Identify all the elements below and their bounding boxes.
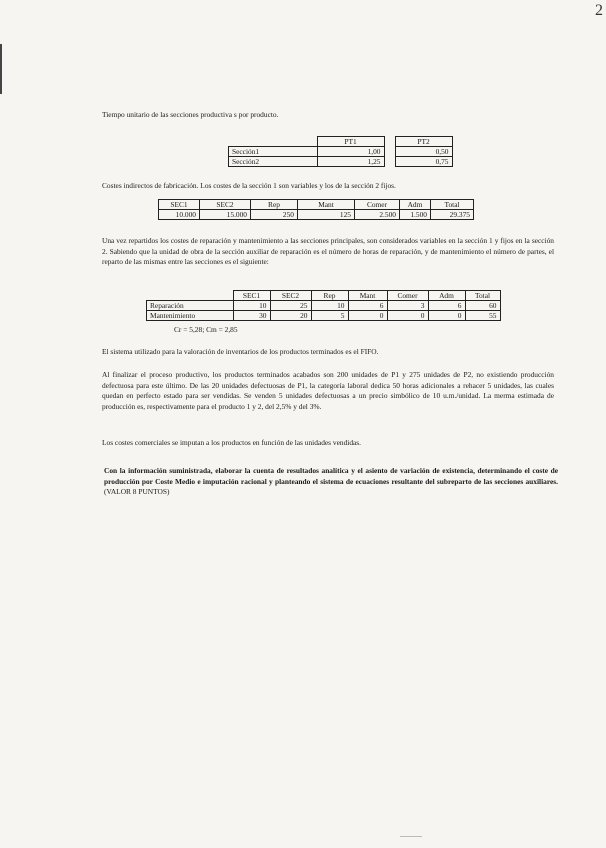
table-cell: 29.375 xyxy=(431,210,474,220)
table-row xyxy=(229,147,453,157)
table-cell: 55 xyxy=(465,311,500,321)
table-cell: 0,75 xyxy=(395,157,452,167)
table-cell: 0 xyxy=(428,311,465,321)
scan-speck xyxy=(400,836,422,837)
table-cell: Sección2 xyxy=(229,157,318,167)
table-cell: 1.500 xyxy=(400,210,431,220)
table-cell: 6 xyxy=(348,301,387,311)
cost-note: Cr = 5,28; Cm = 2,85 xyxy=(174,325,238,334)
table-cell: 3 xyxy=(387,301,428,311)
table-row xyxy=(147,311,501,321)
table-cell: 10 xyxy=(233,301,270,311)
table-cell: 250 xyxy=(251,210,298,220)
table-header: PT2 xyxy=(395,137,452,147)
table-header: Rep xyxy=(251,200,298,210)
paragraph-enunciado-text: Con la información suministrada, elaborar la cuenta de resultados analítica y el asiento de variación de existencia, determinando el coste de producción por Coste Medio e imputación racional y planteando el sistema de ecuaciones resultante del subreparto de las secciones auxiliares. xyxy=(104,466,558,486)
table-cell: 2.500 xyxy=(355,210,400,220)
table-header: Adm xyxy=(428,291,465,301)
table-header: Rep xyxy=(311,291,348,301)
table-row xyxy=(147,301,501,311)
table-cell: 60 xyxy=(465,301,500,311)
table-cell: Sección1 xyxy=(229,147,318,157)
table-cell: 1,00 xyxy=(317,147,384,157)
table-cell: 0 xyxy=(348,311,387,321)
table-header: Total xyxy=(465,291,500,301)
table-cell: 10 xyxy=(311,301,348,311)
table-header: SEC2 xyxy=(270,291,311,301)
table-costes xyxy=(158,199,474,220)
heading-costes-text: Costes indirectos de fabricación. Los costes de la sección 1 son variables y los de la sección 2 fijos. xyxy=(102,181,396,190)
table-cell: 10.000 xyxy=(159,210,200,220)
paragraph-enunciado xyxy=(104,466,558,498)
paragraph-comerciales xyxy=(102,438,554,449)
table-row xyxy=(229,137,453,147)
paragraph-reparto xyxy=(102,236,554,268)
table-row xyxy=(147,291,501,301)
table-header: SEC2 xyxy=(200,200,251,210)
table-row xyxy=(159,200,474,210)
table-header: Total xyxy=(431,200,474,210)
table-cell: 0 xyxy=(387,311,428,321)
table-cell: 5 xyxy=(311,311,348,321)
scan-edge-mark xyxy=(0,44,2,94)
table-cell: 0,50 xyxy=(395,147,452,157)
table-header: Comer xyxy=(387,291,428,301)
table-cell: 1,25 xyxy=(317,157,384,167)
table-row xyxy=(159,210,474,220)
page-number: 2 xyxy=(595,2,603,19)
valor-note: (VALOR 8 PUNTOS) xyxy=(104,487,170,496)
table-cell: 20 xyxy=(270,311,311,321)
heading-tiempos xyxy=(102,110,554,121)
paragraph-fifo xyxy=(102,347,554,358)
heading-costes xyxy=(102,181,554,192)
heading-tiempos-text: Tiempo unitario de las secciones productiva s por producto. xyxy=(102,110,279,119)
paragraph-proceso xyxy=(102,370,554,412)
table-cell: 25 xyxy=(270,301,311,311)
table-cell: Reparación xyxy=(147,301,234,311)
table-cell: Mantenimiento xyxy=(147,311,234,321)
table-row xyxy=(229,157,453,167)
table-header: PT1 xyxy=(317,137,384,147)
table-cell: 30 xyxy=(233,311,270,321)
paragraph-proceso-text: Al finalizar el proceso productivo, los productos terminados acabados son 200 unidades de P1 y 275 unidades de P2, no existiendo producción defectuosa para este último. De las 20 unidades defectuosas de P1, la categoría laboral dedica 50 horas adicionales a rehacer 5 unidades, las cuales quedan en perfecto estado para ser vendidas. Se venden 5 unidades defectuosas a un precio simbólico de 10 u.m./unidad. La merma estimada de producción es, respectivamente para el producto 1 y 2, del 2,5% y del 3%. xyxy=(102,370,554,411)
table-tiempos xyxy=(228,136,453,167)
table-cell: 6 xyxy=(428,301,465,311)
table-cell: 15.000 xyxy=(200,210,251,220)
paragraph-fifo-text: El sistema utilizado para la valoración de inventarios de los productos terminados es el FIFO. xyxy=(102,347,379,356)
table-header: Comer xyxy=(355,200,400,210)
table-reparto xyxy=(146,290,501,321)
table-header: SEC1 xyxy=(233,291,270,301)
table-header: SEC1 xyxy=(159,200,200,210)
table-header: Mant xyxy=(348,291,387,301)
paragraph-reparto-text: Una vez repartidos los costes de reparación y mantenimiento a las secciones principales, son considerados variables en la sección 1 y fijos en la sección 2. Sabiendo que la unidad de obra de la sección auxiliar de reparación es el número de horas de reparación, y de mantenimiento el número de partes, el reparto de las mismas entre las secciones es el siguiente: xyxy=(102,236,554,266)
table-cell: 125 xyxy=(298,210,355,220)
table-header: Adm xyxy=(400,200,431,210)
paragraph-comerciales-text: Los costes comerciales se imputan a los productos en función de las unidades vendidas. xyxy=(102,438,362,447)
table-header: Mant xyxy=(298,200,355,210)
